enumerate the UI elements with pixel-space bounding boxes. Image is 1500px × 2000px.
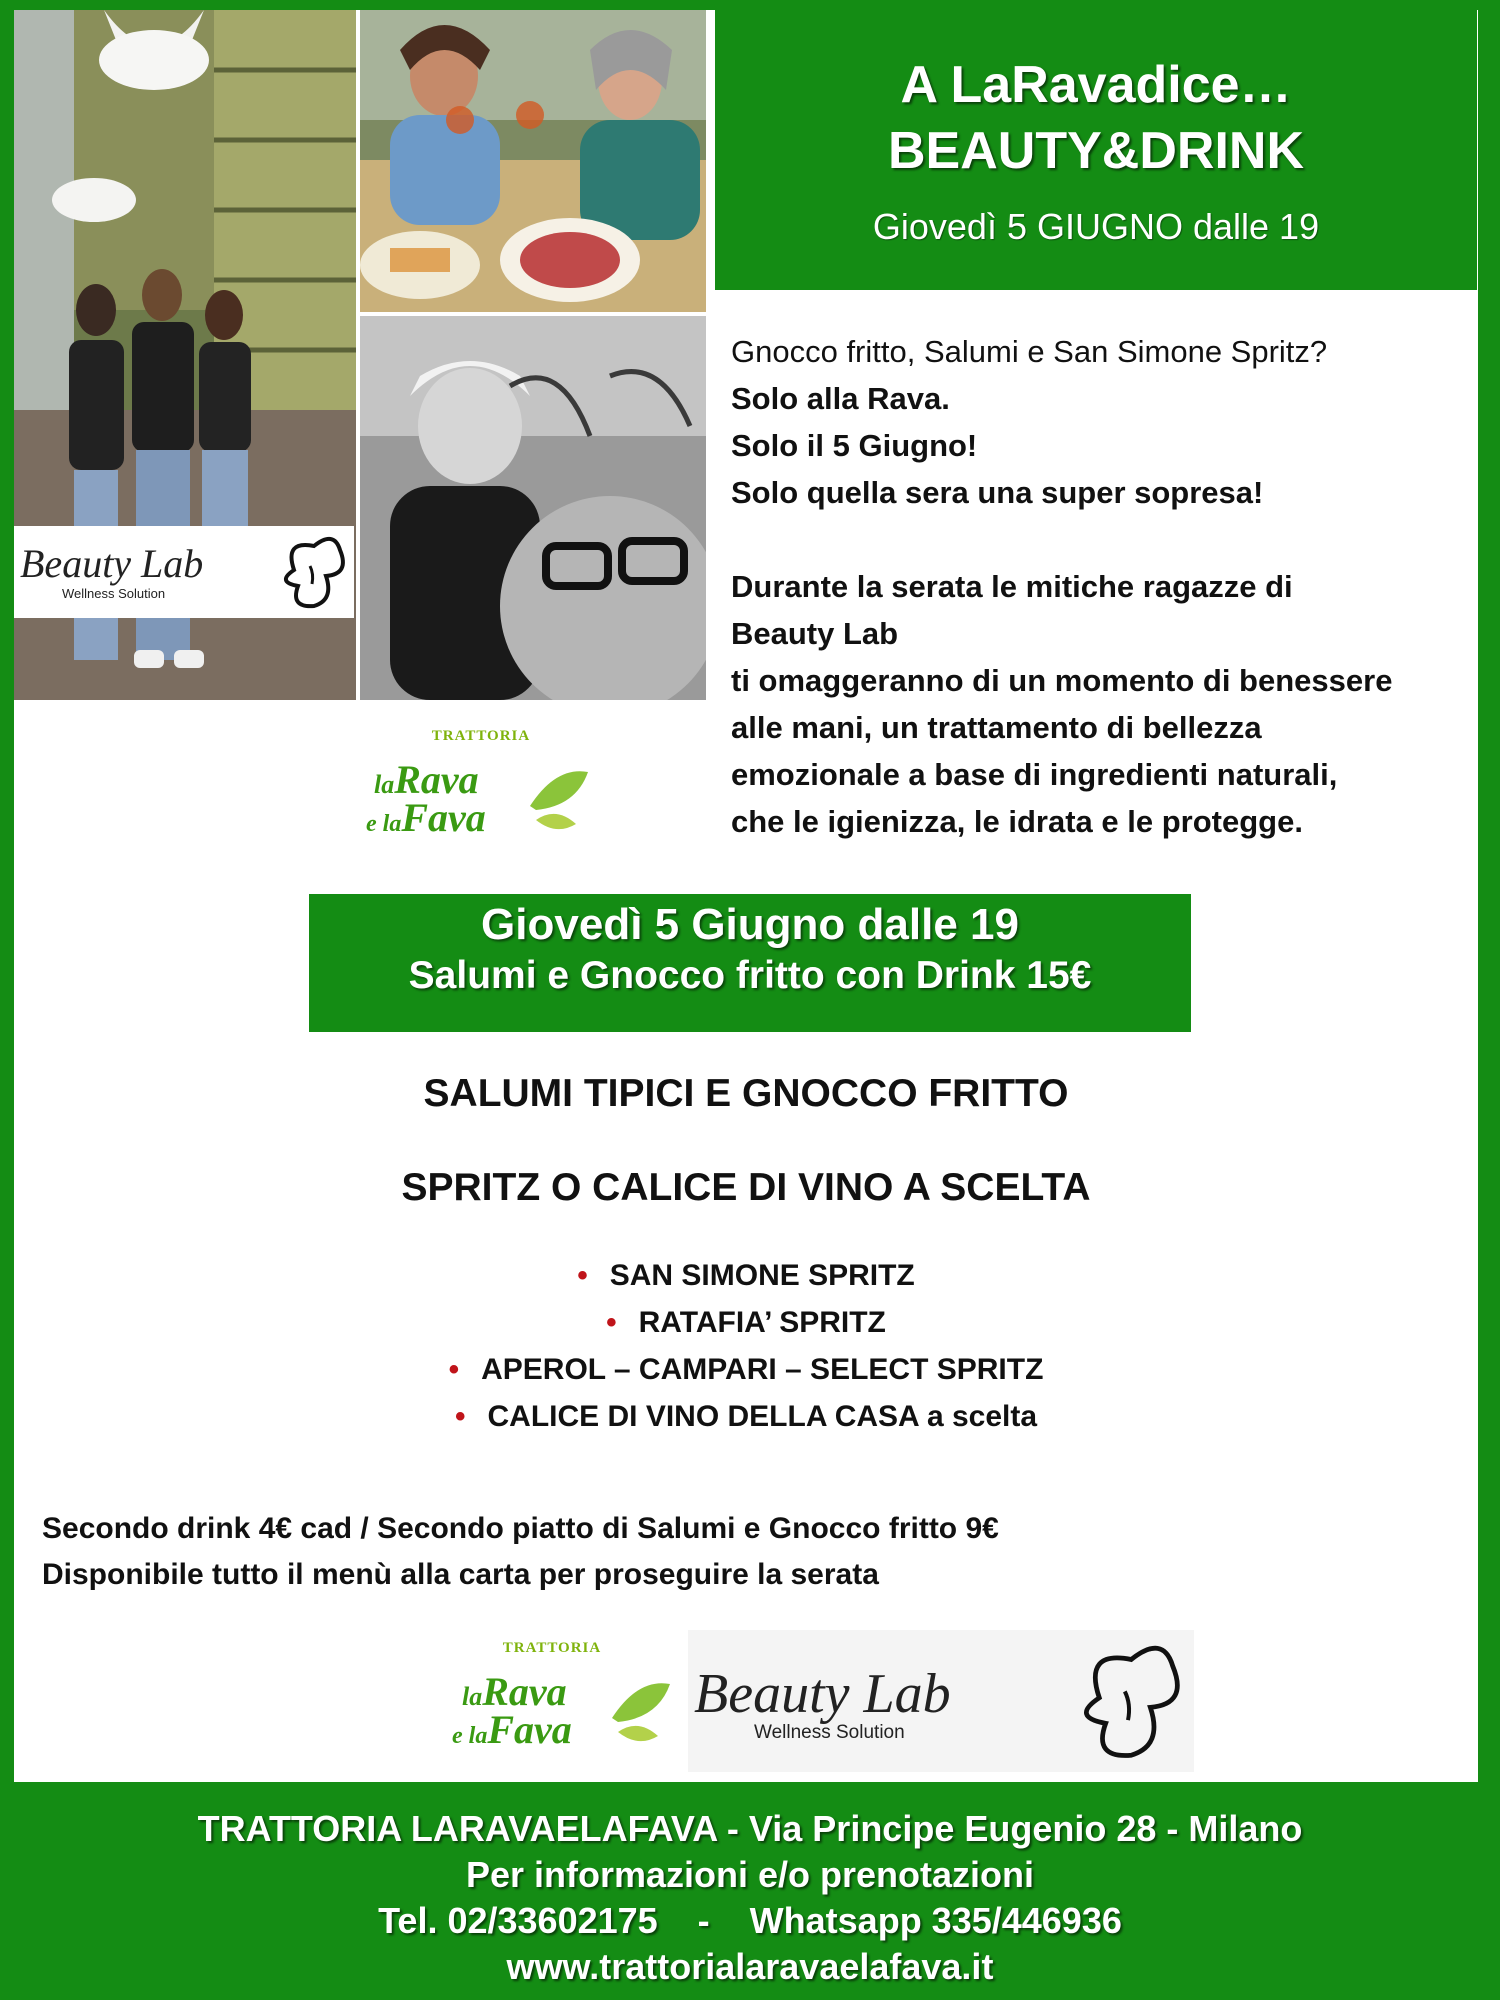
intro-line: Gnocco fritto, Salumi e San Simone Spritz?: [731, 334, 1328, 369]
list-item: [14, 1252, 1478, 1299]
menu-heading-drinks: SPRITZ O CALICE DI VINO A SCELTA: [401, 1166, 1091, 1209]
trattoria-logo-bottom: [432, 1640, 672, 1770]
list-item: [14, 1346, 1478, 1393]
beauty-lab-subtitle: Wellness Solution: [754, 1722, 905, 1743]
logo-rava: Rava: [394, 757, 479, 802]
logo-la: la: [462, 1682, 483, 1711]
intro-line: Solo quella sera una super sopresa!: [731, 475, 1264, 510]
trattoria-logo: [366, 728, 596, 858]
logo-la: la: [374, 770, 395, 799]
drink-label: APEROL – CAMPARI – SELECT SPRITZ: [481, 1353, 1044, 1386]
drink-label: RATAFIA’ SPRITZ: [638, 1306, 886, 1339]
intro-line: Solo il 5 Giugno!: [731, 428, 978, 463]
list-item: [14, 1299, 1478, 1346]
offer-date: Giovedì 5 Giugno dalle 19: [481, 900, 1019, 949]
footer: [0, 1806, 1500, 1990]
offer-price: Salumi e Gnocco fritto con Drink 15€: [408, 954, 1092, 997]
selfie-photo: [360, 316, 706, 700]
intro-line: alle mani, un trattamento di bellezza: [731, 710, 1262, 745]
leaf-icon: [608, 1678, 674, 1748]
beauty-lab-subtitle: Wellness Solution: [62, 586, 166, 601]
bullet-icon: •: [606, 1306, 617, 1339]
logo-ela: e la: [366, 811, 402, 837]
trattoria-label: TRATTORIA: [502, 1640, 602, 1656]
logo-fava: Fava: [487, 1707, 572, 1752]
intro-line: Beauty Lab: [731, 616, 899, 651]
intro-line: Solo alla Rava.: [731, 381, 950, 416]
title-box: [715, 10, 1477, 290]
bullet-icon: •: [577, 1259, 588, 1292]
event-date: Giovedì 5 GIUGNO dalle 19: [872, 206, 1320, 247]
logo-rava: Rava: [482, 1669, 567, 1714]
intro-line: emozionale a base di ingredienti naturali,: [731, 757, 1338, 792]
flower-icon: [1066, 1634, 1190, 1768]
intro-line: che le igienizza, le idrata e le protegge.: [731, 804, 1303, 839]
beauty-lab-logo: [688, 1630, 1194, 1772]
intro-text: [731, 328, 1471, 845]
title-line-1: A LaRavadice…: [900, 56, 1292, 114]
beauty-lab-name: Beauty Lab: [694, 1663, 951, 1725]
poster-sheet: [14, 10, 1478, 1782]
extras-line: Secondo drink 4€ cad / Secondo piatto di Salumi e Gnocco fritto 9€: [42, 1512, 999, 1545]
flower-icon: [274, 530, 350, 614]
drinks-list: [14, 1252, 1478, 1440]
drink-label: CALICE DI VINO DELLA CASA a scelta: [487, 1400, 1038, 1433]
offer-box: [309, 894, 1191, 1032]
list-item: [14, 1393, 1478, 1440]
bullet-icon: •: [448, 1353, 460, 1386]
footer-phone: Tel. 02/33602175 - Whatsapp 335/446936: [378, 1900, 1122, 1941]
extras-text: [42, 1506, 999, 1598]
logo-fava: Fava: [401, 795, 486, 840]
bullet-icon: •: [454, 1400, 466, 1433]
intro-line: Durante la serata le mitiche ragazze di: [731, 569, 1293, 604]
extras-line: Disponibile tutto il menù alla carta per proseguire la serata: [42, 1558, 879, 1591]
logo-ela: e la: [452, 1723, 488, 1749]
beauty-lab-name: Beauty Lab: [20, 541, 204, 586]
footer-address: TRATTORIA LARAVAELAFAVA - Via Principe Eugenio 28 - Milano: [197, 1808, 1303, 1849]
leaf-icon: [526, 766, 592, 836]
drinks-photo: [360, 10, 706, 312]
footer-website: www.trattorialaravaelafava.it: [506, 1946, 994, 1987]
drink-label: SAN SIMONE SPRITZ: [609, 1259, 915, 1292]
trattoria-label: TRATTORIA: [431, 728, 531, 744]
footer-info: Per informazioni e/o prenotazioni: [465, 1854, 1035, 1895]
beauty-lab-logo-small: [14, 526, 354, 618]
title-line-2: BEAUTY&DRINK: [888, 122, 1304, 180]
menu-heading-food: SALUMI TIPICI E GNOCCO FRITTO: [423, 1072, 1069, 1115]
intro-line: ti omaggeranno di un momento di benessere: [731, 663, 1393, 698]
